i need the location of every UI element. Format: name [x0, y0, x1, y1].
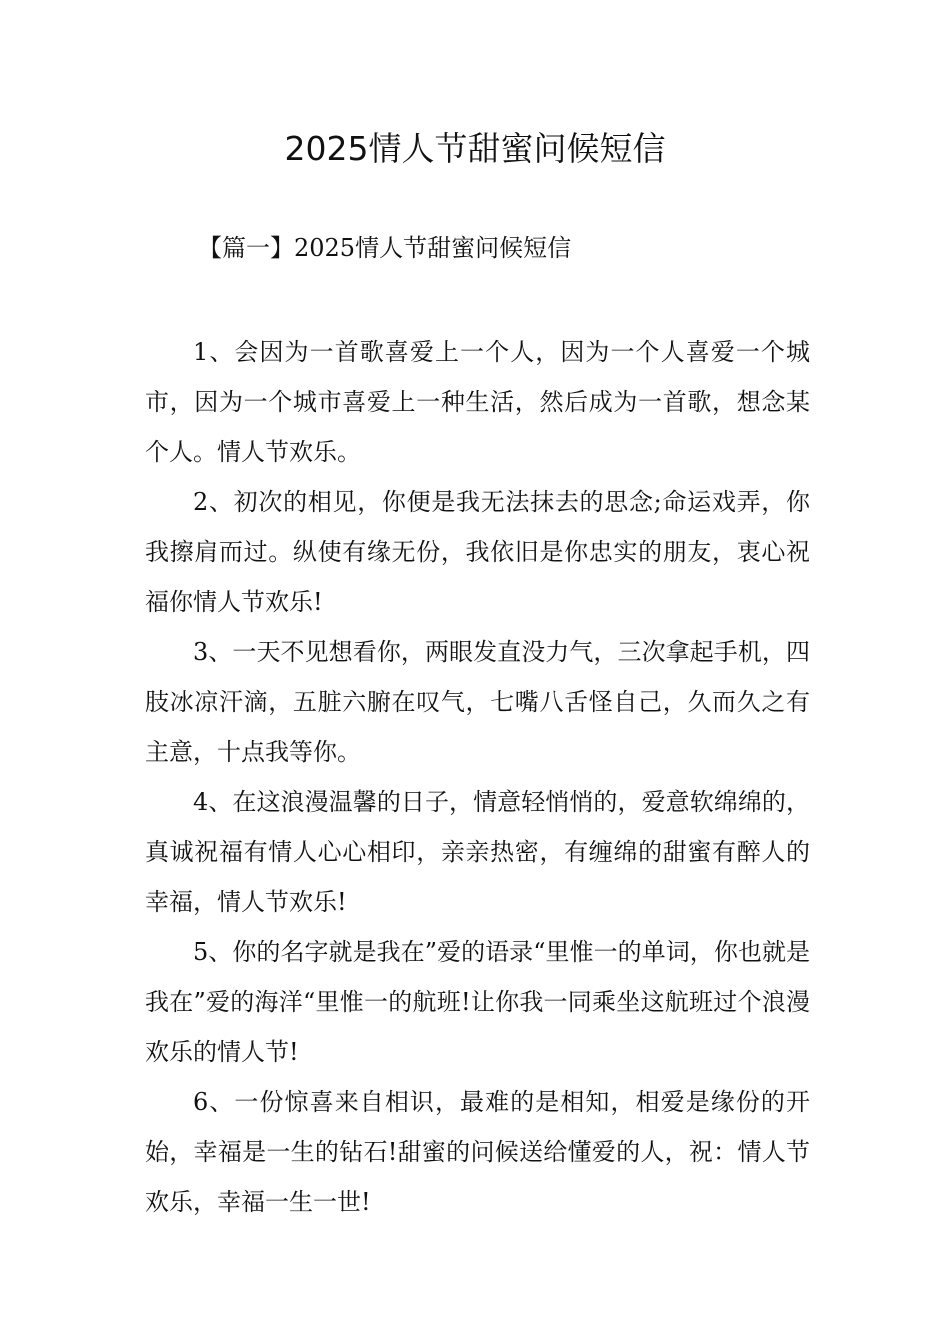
- message-paragraph-5: 5、你的名字就是我在”爱的语录“里惟一的单词，你也就是我在”爱的海洋“里惟一的航班!让你我一同乘坐这航班过个浪漫欢乐的情人节!: [145, 938, 810, 1066]
- document-body: [145, 327, 810, 1227]
- section-heading: 【篇一】2025情人节甜蜜问候短信: [198, 234, 572, 262]
- message-paragraph-3: 3、一天不见想看你，两眼发直没力气，三次拿起手机，四肢冰凉汗滴，五脏六腑在叹气，七嘴八舌怪自己，久而久之有主意，十点我等你。: [145, 638, 810, 766]
- message-paragraph-2: 2、初次的相见，你便是我无法抹去的思念;命运戏弄，你我擦肩而过。纵使有缘无份，我依旧是你忠实的朋友，衷心祝福你情人节欢乐!: [145, 488, 810, 616]
- message-paragraph-4: 4、在这浪漫温馨的日子，情意轻悄悄的，爱意软绵绵的，真诚祝福有情人心心相印，亲亲热密，有缠绵的甜蜜有醉人的幸福，情人节欢乐!: [145, 788, 810, 916]
- message-paragraph-1: 1、会因为一首歌喜爱上一个人，因为一个人喜爱一个城市，因为一个城市喜爱上一种生活，然后成为一首歌，想念某个人。情人节欢乐。: [145, 338, 810, 466]
- message-paragraph-6: 6、一份惊喜来自相识，最难的是相知，相爱是缘份的开始，幸福是一生的钻石!甜蜜的问候送给懂爱的人，祝：情人节欢乐，幸福一生一世!: [145, 1088, 810, 1216]
- document-title: 2025情人节甜蜜问候短信: [284, 129, 666, 168]
